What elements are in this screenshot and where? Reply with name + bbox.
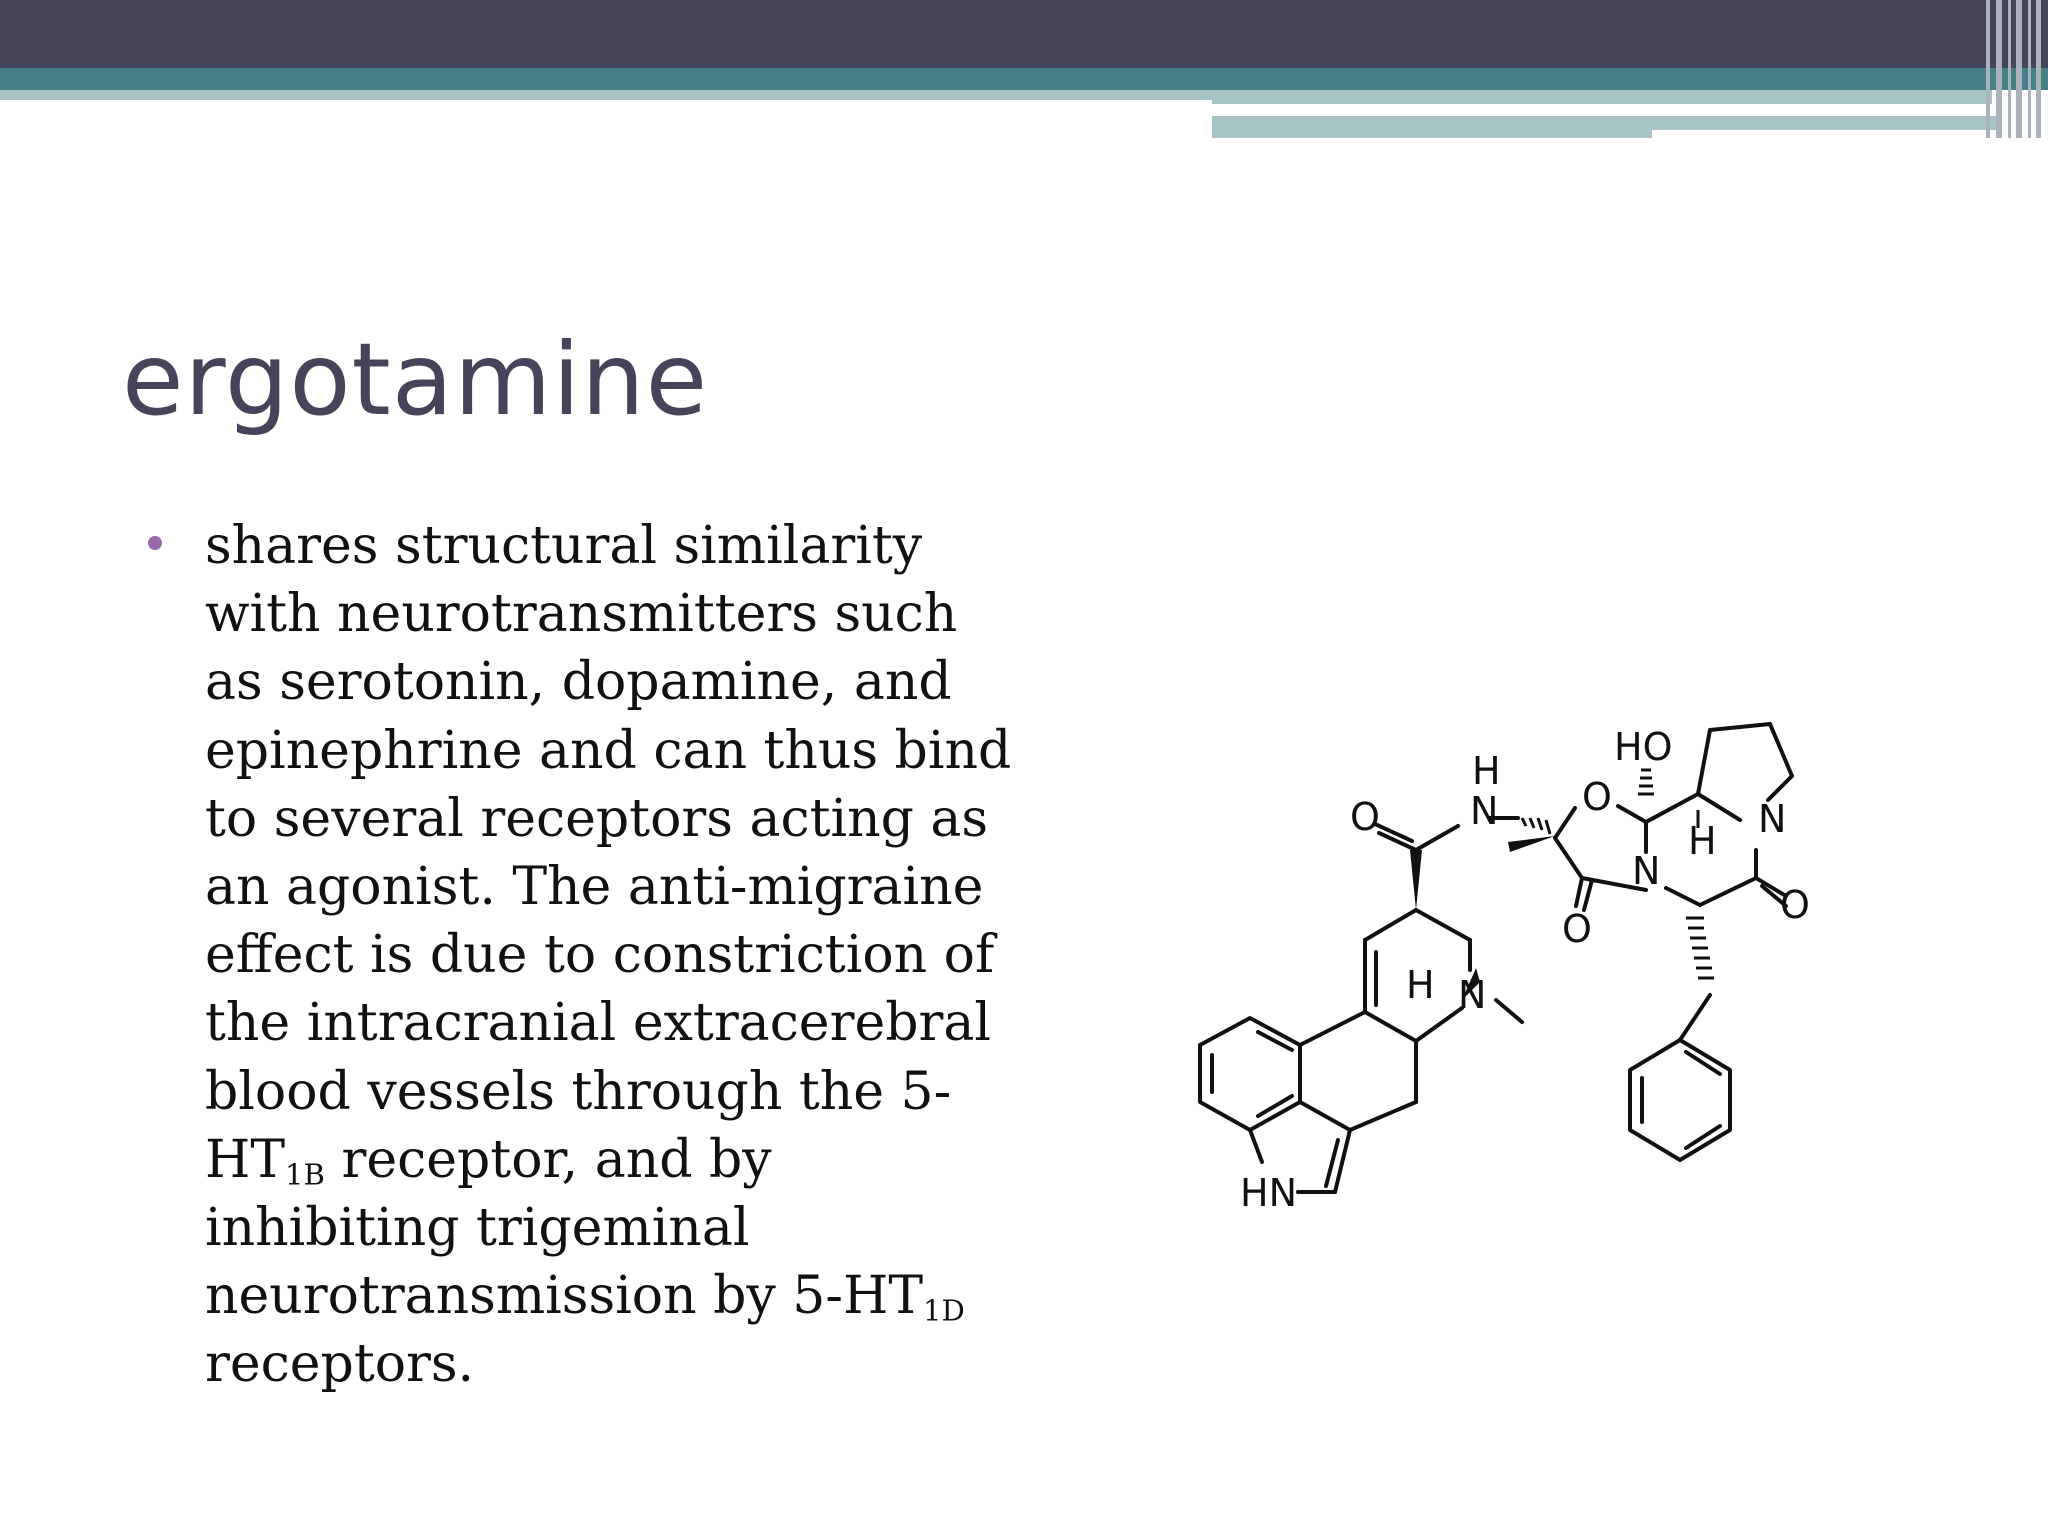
ergotamine-structure (1180, 700, 1860, 1240)
bullet-line: with neurotransmitters such (205, 584, 958, 645)
atom-label: N (1458, 973, 1487, 1017)
atom-label: O (1562, 907, 1592, 951)
header-band-gap-lower (1652, 130, 2012, 140)
header-stripe (1986, 0, 1990, 138)
bullet-line: as serotonin, dopamine, and (205, 652, 952, 713)
bullet-line: effect is due to constriction of (205, 925, 995, 986)
receptor-label: neurotransmission by 5-HT (205, 1266, 923, 1327)
bullet-line-rest: receptor, and by (324, 1129, 772, 1190)
header-band-teal (0, 68, 2048, 90)
atom-label: O (1780, 883, 1810, 927)
receptor-subscript: 1B (285, 1157, 325, 1192)
receptor-subscript: 1D (923, 1293, 965, 1328)
atom-label: H (1406, 963, 1435, 1007)
atom-label: N (1758, 797, 1787, 841)
atom-label: H (1688, 819, 1717, 863)
bullet-line: inhibiting trigeminal (205, 1198, 750, 1259)
header-stripe (2016, 0, 2022, 138)
bullet-line: the intracranial extracerebral (205, 993, 991, 1054)
bullet-line (205, 1262, 1035, 1330)
header-band-dark (0, 0, 2048, 68)
bullet-line: blood vessels through the 5- (205, 1061, 952, 1122)
bullet-line: an agonist. The anti-migraine (205, 857, 984, 918)
bullet-line: shares structural similarity (205, 516, 923, 576)
bullet-dot (148, 536, 162, 550)
atom-label: O (1582, 775, 1612, 819)
bullet-text (205, 512, 1035, 1399)
atom-label: HO (1614, 725, 1673, 769)
bullet-line (205, 1126, 1035, 1194)
header-band-light (0, 90, 1212, 100)
receptor-label: HT (205, 1129, 286, 1190)
atom-label: O (1350, 795, 1380, 839)
header-band-light-right (1212, 90, 1992, 104)
header-stripe (1996, 0, 2002, 138)
atom-label: HN (1240, 1171, 1297, 1215)
bullet-line: epinephrine and can thus bind (205, 720, 1012, 781)
header-stripe (2008, 0, 2011, 138)
header-stripe (2028, 0, 2031, 138)
bullet-line: to several receptors acting as (205, 788, 989, 849)
atom-label: N (1632, 849, 1661, 893)
header-stripe (2036, 0, 2041, 138)
atom-label: H (1472, 749, 1501, 793)
atom-label: N (1470, 789, 1499, 833)
bullet-line: receptors. (205, 1334, 475, 1395)
slide-title: ergotamine (122, 321, 709, 438)
